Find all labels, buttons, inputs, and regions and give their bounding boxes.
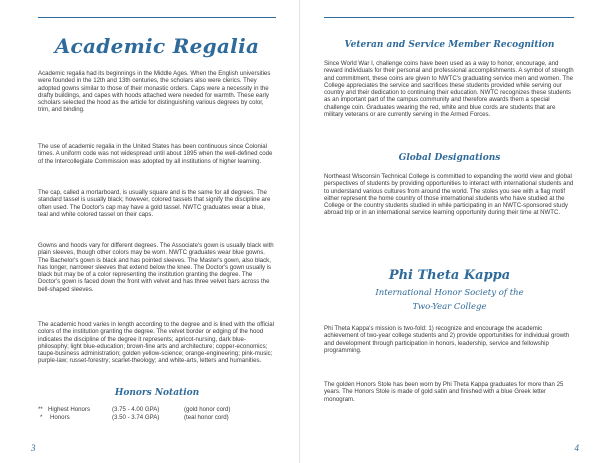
- paragraph-history: Academic regalia had its beginnings in the Middle Ages. When the English universities were founded in the 12th and 13th centuries, the scholars also were clerics. They adopted gowns similar to those of their monastic orders. Caps were a necessity in the drafty buildings, and capes with hoods attached were needed for warmth. These early scholars selected the hood as the article for distinguishing various degrees by color, trim, and binding.: [38, 70, 271, 114]
- honors-cord: (teal honor cord): [184, 414, 229, 421]
- honors-table: [38, 406, 276, 422]
- page-number: 4: [574, 443, 579, 453]
- page-number: 3: [31, 443, 36, 453]
- honors-gpa: (3.75 - 4.00 GPA): [112, 406, 160, 413]
- paragraph-cap: The cap, called a mortarboard, is usually square and is the same for all degrees. The standard tassel is usually black; however, colored tassels that signify the discipline are often used. The Doctor's cap may have a gold tassel. NWTC graduates wear a blue, teal and white colored tassel on their caps.: [38, 189, 271, 218]
- honors-mark: **: [38, 406, 43, 413]
- honors-cord: (gold honor cord): [184, 406, 231, 413]
- ptk-heading: Phi Theta Kappa: [388, 268, 511, 283]
- top-rule: [38, 17, 276, 18]
- honors-mark: *: [40, 414, 43, 421]
- right-page: [300, 0, 600, 463]
- honors-gpa: (3.50 - 3.74 GPA): [112, 414, 160, 421]
- top-rule: [324, 17, 574, 18]
- veteran-heading: Veteran and Service Member Recognition: [344, 40, 555, 50]
- honors-notation-heading: Honors Notation: [114, 388, 200, 398]
- paragraph-gowns: Gowns and hoods vary for different degrees. The Associate's gown is usually black with plain sleeves, though other colors may be worn. NWTC graduates wear blue gowns. The Bachelor's gown is black and has pointed sleeves. The Master's gown, also black, has longer, narrower sleeves that extend below the knee. The Doctor's gown usually is black but may be of a color representing the institution granting the degree. The Doctor's gown is faced down the front with velvet and has three velvet bars across the bell-shaped sleeves.: [38, 242, 274, 293]
- veteran-paragraph: Since World War I, challenge coins have been used as a way to honor, encourage, and reward individuals for their personal and professional accomplishments. A symbol of strength and commitment, these coins are given to NWTC's graduating service men and women. The College appreciates the service and sacrifices these students provided while serving our country and their dedication to continuing their education. NWTC recognizes these students as an important part of the campus community and therefore awards them a special challenge coin. Graduates wearing the red, white and blue cords are students that are military veterans or are currently serving in the Armed Forces.: [324, 60, 574, 119]
- global-paragraph: Northeast Wisconsin Technical College is committed to expanding the world view and global perspectives of students by providing opportunities to interact with international students and to understand various cultures from around the world. The stoles you see with a flag motif either represent the home country of those international students who have studied at the College or the country students studied in while participating in an NWTC-sponsored study abroad trip or in an international service learning opportunity during their time at NWTC.: [324, 173, 574, 217]
- page-title: Academic Regalia: [54, 34, 260, 58]
- ptk-stole-paragraph: The golden Honors Stole has been worn by Phi Theta Kappa graduates for more than 25 years. The Honors Stole is made of gold satin and finished with a blue Greek letter monogram.: [324, 381, 564, 403]
- honors-row: [38, 406, 276, 414]
- honors-row: [38, 414, 276, 422]
- ptk-subtitle-2: Two-Year College: [412, 302, 487, 312]
- global-heading: Global Designations: [398, 153, 501, 163]
- honors-label: Honors: [50, 414, 70, 421]
- paragraph-us-usage: The use of academic regalia in the United States has been continuous since Colonial times. A uniform code was not widespread until about 1895 when the well-defined code of the Intercollegiate Commission was adopted by all institutions of higher learning.: [38, 143, 273, 165]
- honors-label: Highest Honors: [48, 406, 90, 413]
- ptk-mission-paragraph: Phi Theta Kappa's mission is two-fold: 1) recognize and encourage the academic achievement of two-year college students and 2) provide opportunities for individual growth and development through participation in honors, leadership, service and fellowship programming.: [324, 325, 570, 354]
- paragraph-hood: The academic hood varies in length according to the degree and is lined with the official colors of the institution granting the degree. The velvet border or edging of the hood indicates the discipline of the degree it represents; apricot-nursing, dark blue-philosophy; light blue-education; brown-fine arts and architecture; copper-economics; taupe-business administration; golden yellow-science; orange-engineering; pink-music; purple-law; russet-forestry; scarlet-theology; and white-arts, letters and humanities.: [38, 321, 274, 365]
- ptk-subtitle-1: International Honor Society of the: [375, 288, 524, 298]
